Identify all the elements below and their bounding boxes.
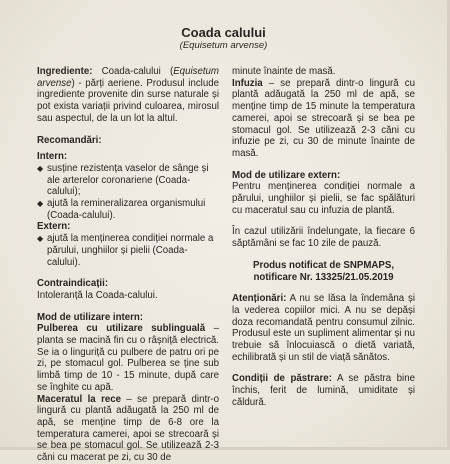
- recommendations-internal-label: Intern:: [37, 151, 68, 163]
- notification-line-1: Produs notificat de SNPMAPS,: [252, 259, 395, 271]
- warnings-text: A nu se lăsa la îndemâna și la vederea copiilor mici. A nu se depăși doza recomandată pentru consumul zilnic. Produsul este un supliment alimentar și nu trebuie să înlocuiască o dietă variată, echilibrată și un stil de viață sănătos.: [232, 293, 415, 363]
- ingredients-text-2: ) - părți aeriene. Produsul include ingrediente provenite din surse naturale și pot exista variații privind culoarea, mirosul sau aspectul, de la un lot la altul.: [37, 77, 219, 124]
- warnings-label: Atenționări:: [232, 293, 287, 305]
- page-subtitle: (Equisetum arvense): [179, 40, 268, 51]
- notification-line-2: notificare Nr. 13325/21.05.2019: [253, 271, 394, 283]
- storage-text: A se păstra bine închis, ferit de lumină, umiditate și căldură.: [232, 373, 415, 408]
- contraindications-label: Contraindicații:: [37, 278, 109, 290]
- recommendations-heading: Recomandări:: [37, 134, 102, 146]
- recommendation-internal-item: ◆ ajută la remineralizarea organismului (Coada-calului).: [37, 198, 219, 221]
- cold-macerate-text: – se prepară dintr-o lingură cu plantă adăugată la 250 ml de apă, se menține timp de 6-8 ore la temperatura camerei, apoi se strecoară și se bea pe stomacul gol. Se utilizează 2-3 căni cu macerat pe zi, cu 30 de: [37, 393, 219, 464]
- right-column: [232, 66, 415, 409]
- sublingual-powder-label: Pulberea cu utilizare sublinguală: [37, 323, 206, 335]
- storage-label: Condiții de păstrare:: [232, 373, 332, 385]
- cold-macerate-paragraph: [37, 394, 219, 464]
- contraindications-text: Intoleranță la Coada-calului.: [37, 289, 158, 301]
- ingredients-text-1: Coada-calului (: [92, 66, 174, 77]
- internal-use-label: Mod de utilizare intern:: [37, 311, 144, 323]
- ingredients-latin-name: Equisetum arvense: [37, 66, 219, 89]
- storage-paragraph: [232, 373, 415, 408]
- warnings-paragraph: [232, 293, 415, 363]
- header: [0, 26, 447, 52]
- cold-macerate-label: Maceratul la rece: [37, 393, 121, 405]
- infusion-text: – se prepară dintr-o lingură cu plantă adăugată la 250 ml de apă, se menține timp de 15 minute la temperatura camerei, apoi se strecoară și se bea pe stomacul gol. Se utilizează 2-3 căni cu infuzie pe zi, cu 30 de minute înainte de masă.: [232, 77, 415, 159]
- sublingual-powder-text: – planta se macină fin cu o râșniță electrică. Se ia o linguriță cu pulbere de patru ori pe zi, pe stomacul gol. Pulberea se ține sub limbă timp de 10 - 15 minute, după care se înghite cu apă.: [37, 323, 219, 393]
- ingredients-label: Ingrediente:: [37, 66, 93, 77]
- recommendations-external-label: Extern:: [37, 221, 71, 233]
- external-use-label: Mod de utilizare extern:: [232, 169, 341, 181]
- infusion-paragraph: [232, 78, 415, 160]
- sublingual-powder-paragraph: [37, 323, 219, 393]
- long-term-use-note: În cazul utilizării îndelungate, la fiecare 6 săptămâni se fac 10 zile de pauză.: [232, 226, 415, 250]
- recommendation-internal-item: ◆ susține rezistența vaselor de sânge și ale arterelor coronariene (Coada-calului);: [37, 163, 219, 198]
- page-title: Coada calului: [181, 25, 266, 40]
- ingredients-section: [37, 66, 219, 125]
- external-use-text: Pentru menținerea condiției normale a părului, unghiilor și pielii, se fac spălături cu maceratul sau cu infuzia de plantă.: [232, 181, 415, 216]
- cold-macerate-continued: minute înainte de masă.: [232, 66, 336, 77]
- infusion-label: Infuzia: [232, 77, 263, 89]
- left-column: [37, 66, 219, 464]
- recommendation-external-item: ◆ ajută la menținerea condiției normale a părului, unghiilor și pielii (Coada-calului).: [37, 233, 219, 268]
